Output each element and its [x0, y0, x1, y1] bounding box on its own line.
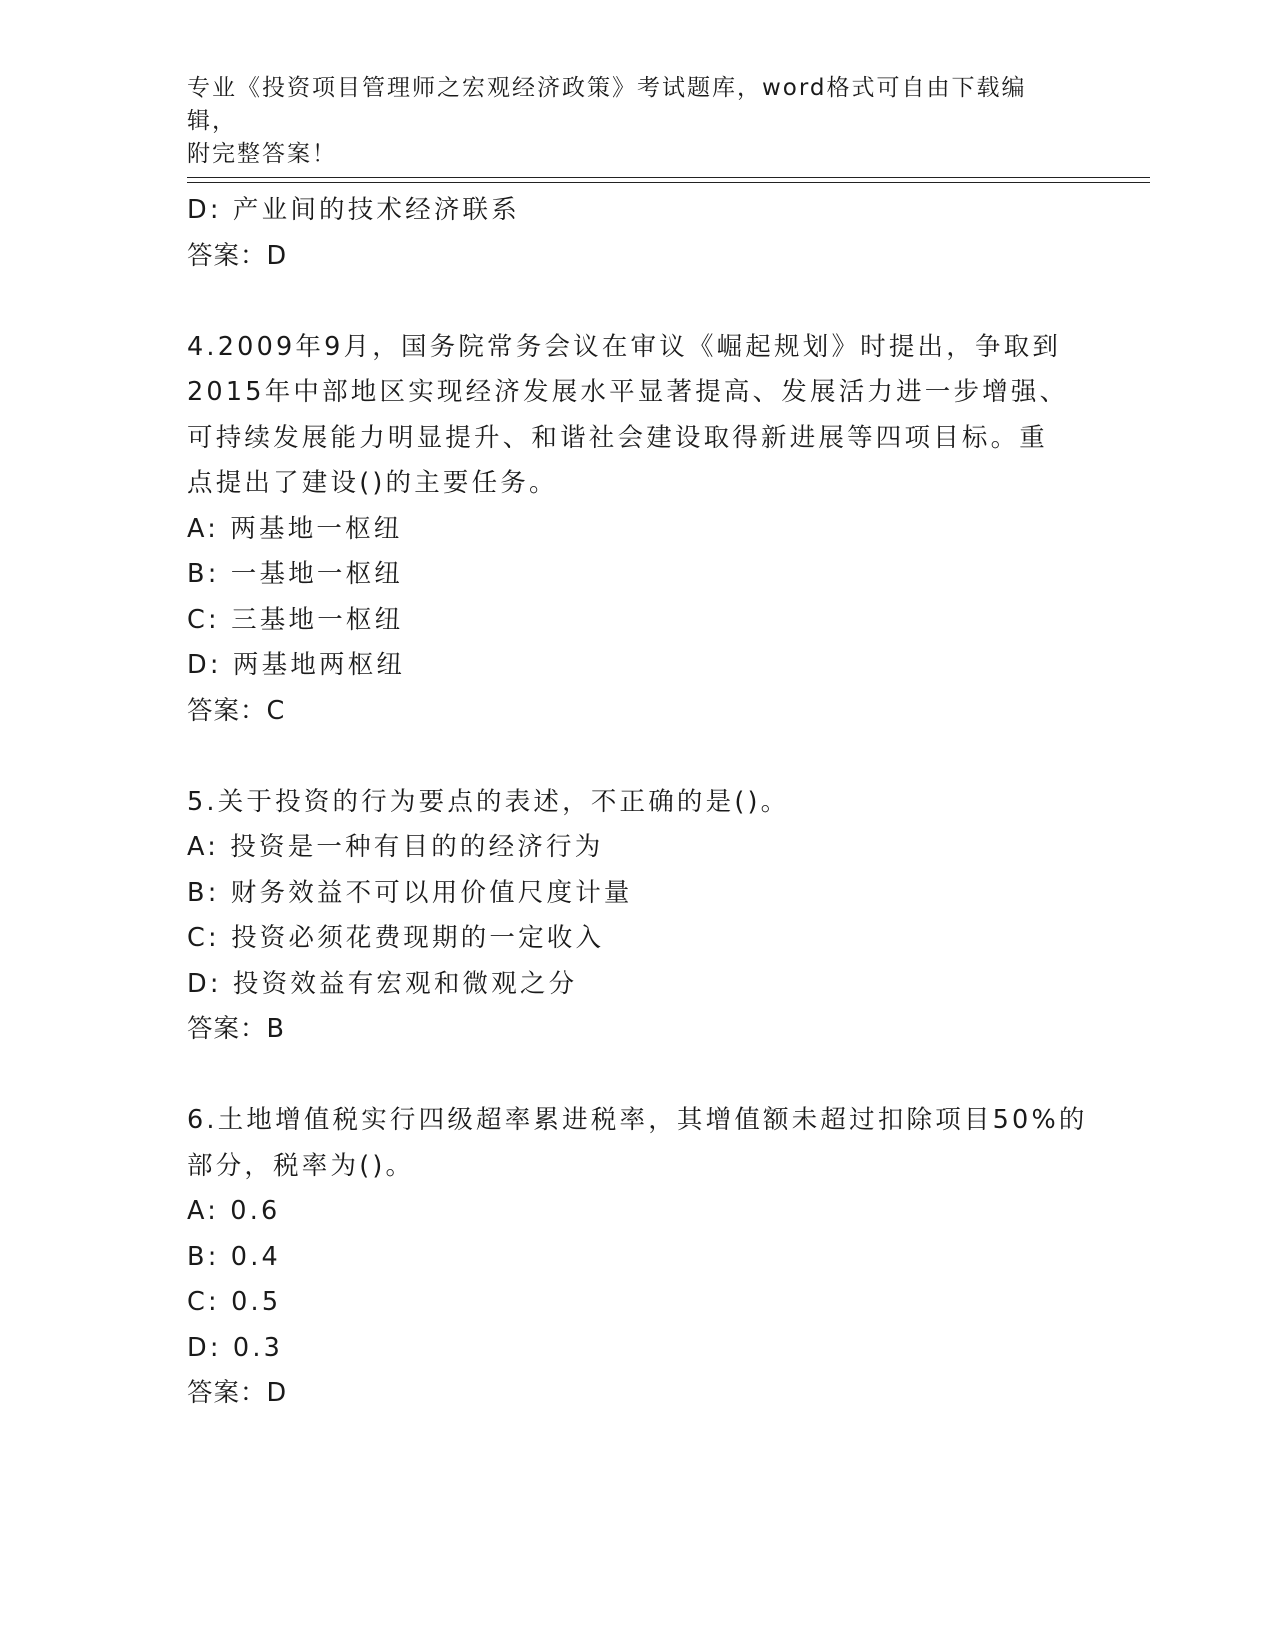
- option-line: B: 一基地一枢纽: [187, 559, 403, 589]
- option-line: D: 投资效益有宏观和微观之分: [187, 968, 578, 999]
- question-line: 点提出了建设()的主要任务。: [187, 468, 558, 498]
- option-line: C: 0.5: [187, 1287, 282, 1317]
- blank-spacer: [187, 734, 1087, 780]
- option-line: B: 财务效益不可以用价值尺度计量: [187, 877, 633, 908]
- answer-line: 答案：B: [187, 1014, 285, 1044]
- question-line: 2015年中部地区实现经济发展水平显著提高、发展活力进一步增强、: [187, 377, 1069, 407]
- header-divider-bottom: [187, 182, 1150, 183]
- question-line: 4.2009年9月，国务院常务会议在审议《崛起规划》时提出，争取到: [187, 331, 1062, 362]
- answer-line: 答案：D: [187, 1378, 288, 1408]
- document-header: [187, 72, 1067, 171]
- question-line: 可持续发展能力明显提升、和谐社会建设取得新进展等四项目标。重: [187, 422, 1049, 453]
- header-line-2: 附完整答案！: [187, 141, 337, 167]
- option-line: D: 两基地两枢纽: [187, 650, 406, 680]
- option-line: A: 两基地一枢纽: [187, 513, 403, 544]
- option-line: A: 投资是一种有目的的经济行为: [187, 832, 604, 862]
- header-divider-top: [187, 177, 1150, 178]
- option-line: C: 投资必须花费现期的一定收入: [187, 923, 605, 953]
- question-line: 部分，税率为()。: [187, 1150, 415, 1181]
- option-line: D: 0.3: [187, 1332, 284, 1363]
- blank-spacer: [187, 279, 1087, 325]
- question-line: 6.土地增值税实行四级超率累进税率，其增值额未超过扣除项目50%的: [187, 1105, 1088, 1135]
- header-line-1: 专业《投资项目管理师之宏观经济政策》考试题库，word格式可自由下载编辑，: [187, 75, 1027, 134]
- answer-line: 答案：D: [187, 240, 288, 271]
- answer-line: 答案：C: [187, 695, 286, 726]
- question-line: 5.关于投资的行为要点的表述，不正确的是()。: [187, 786, 790, 817]
- question-list: [187, 188, 1087, 1417]
- option-line: C: 三基地一枢纽: [187, 604, 404, 635]
- blank-spacer: [187, 1053, 1087, 1099]
- option-line: A: 0.6: [187, 1196, 281, 1226]
- option-line: B: 0.4: [187, 1241, 281, 1272]
- option-line: D: 产业间的技术经济联系: [187, 195, 520, 225]
